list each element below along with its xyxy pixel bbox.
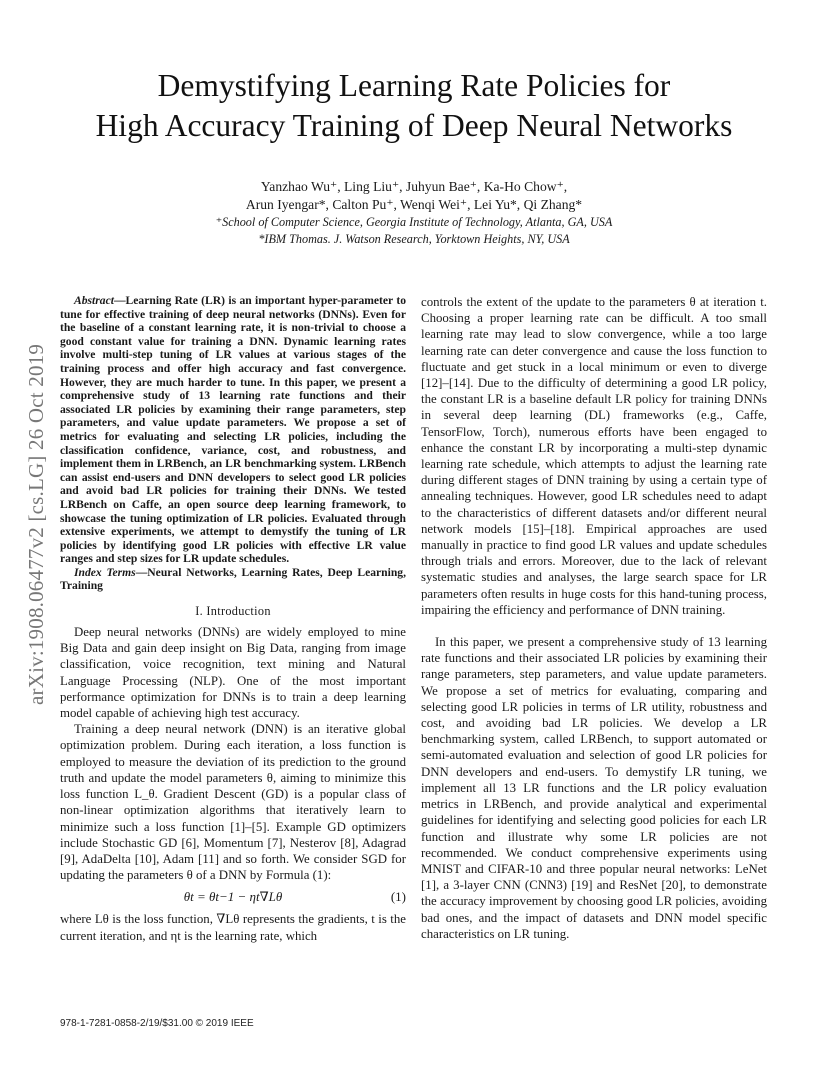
intro-paragraph-2: Training a deep neural network (DNN) is an iterative global optimization problem. During each iteration, a loss function is employed to measure the deviation of its prediction to the ground truth and update the model parameters θ, aiming to minimize this loss function L_θ. Gradient Descent (GD) is a popular class of non-linear optimization algorithms that iteratively learn to minimize such a loss function [1]–[5]. Example GD optimizers include Stochastic GD [6], Momentum [7], Nesterov [8], Adagrad [9], AdaDelta [10], Adam [11] and so forth. We consider SGD for updating the parameters θ of a DNN by Formula (1): <box>60 722 406 883</box>
paper-title <box>60 66 768 146</box>
copyright-footer: 978-1-7281-0858-2/19/$31.00 © 2019 IEEE <box>60 1018 254 1029</box>
abstract <box>60 294 406 566</box>
author-block <box>60 178 768 248</box>
index-terms-text: —Neural Networks, Learning Rates, Deep Learning, Training <box>60 565 406 593</box>
right-paragraph-2: In this paper, we present a comprehensive study of 13 learning rate functions and their associated LR policies by examining their range parameters, step parameters, and value update parameters. We propose a set of metrics for evaluating, comparing and selecting good LR policies in terms of LR utility, robustness and cost, and avoiding bad LR policies. We develop a LR benchmarking system, called LRBench, to support automated or semi-automated evaluation and selection of good LR policies for DNN developers and end-users. To demystify LR tuning, we implement all 13 LR functions and the LR policy evaluation metrics in LRBench, and provide analytical and experimental guidelines for identifying and selecting good policies for each LR function and illustrate why some LR policies are not recommended. We conduct comprehensive experiments using MNIST and CIFAR-10 and three popular neural networks: LeNet [1], a 3-layer CNN (CNN3) [19] and ResNet [20], to demonstrate the accuracy improvement by choosing good LR policies, avoiding bad ones, and the impact of datasets and DNN model specific characteristics on LR tuning. <box>421 635 767 941</box>
title-line-2: High Accuracy Training of Deep Neural Networks <box>95 108 733 143</box>
left-column <box>60 294 406 944</box>
title-line-1: Demystifying Learning Rate Policies for <box>157 68 671 103</box>
authors-line-2: Arun Iyengar*, Calton Pu⁺, Wenqi Wei⁺, Lei Yu*, Qi Zhang* <box>245 197 583 212</box>
right-column <box>421 294 767 942</box>
intro-paragraph-1: Deep neural networks (DNNs) are widely employed to mine Big Data and gain deep insight on Big Data, ranging from image classification, voice recognition, text mining and Natural Language Processing (NLP). One of the most important performance optimization for DNNs is to train a deep learning model capable of achieving high test accuracy. <box>60 625 406 721</box>
abstract-lead: Abstract <box>74 294 114 307</box>
equation-text: θt = θt−1 − ηt∇Lθ <box>183 889 283 905</box>
affiliation-2: *IBM Thomas. J. Watson Research, Yorktown Heights, NY, USA <box>258 232 570 246</box>
section-heading: I. Introduction <box>195 604 271 619</box>
affiliation-1: ⁺School of Computer Science, Georgia Institute of Technology, Atlanta, GA, USA <box>215 215 613 229</box>
equation-1 <box>60 887 406 907</box>
equation-number: (1) <box>390 889 406 905</box>
index-terms-lead: Index Terms <box>74 565 136 579</box>
authors-line-1: Yanzhao Wu⁺, Ling Liu⁺, Juhyun Bae⁺, Ka-Ho Chow⁺, <box>260 179 568 194</box>
index-terms <box>60 566 406 593</box>
right-paragraph-1: controls the extent of the update to the parameters θ at iteration t. Choosing a proper learning rate can be difficult. A too small learning rate may lead to slow convergence, while a too large learning rate can deter convergence and cause the loss function to fluctuate and get stuck in a local minimum or even to diverge [12]–[14]. Due to the difficulty of determining a good LR policy, the constant LR is a baseline default LR policy for training DNNs in several deep learning (DL) frameworks (e.g., Caffe, TensorFlow, Torch), numerous efforts have been engaged to enhance the constant LR by incorporating a multi-step dynamic learning rate schedule, which attempts to adjust the learning rate during different stages of DNN training by using a certain type of annealing techniques. However, good LR schedules need to adapt to the characteristics of different datasets and/or different neural network models [15]–[18]. Empirical approaches are used manually in practice to find good LR values and update schedules through trials and errors. Moreover, due to the lack of relevant systematic studies and analyses, the large search space for LR parameters often results in huge costs for this hand-tuning process, impairing the efficiency and performance of DNN training. <box>421 295 767 617</box>
arxiv-identifier: arXiv:1908.06477v2 [cs.LG] 26 Oct 2019 <box>24 343 48 705</box>
abstract-text: —Learning Rate (LR) is an important hyper-parameter to tune for effective training of deep neural networks (DNNs). Even for the baseline of a constant learning rate, it is non-trivial to choose a good constant value for training a DNN. Dynamic learning rates involve multi-step tuning of LR values at various stages of the training process and offer high accuracy and fast convergence. However, they are much harder to tune. In this paper, we present a comprehensive study of 13 learning rate functions and their associated LR policies by examining their range parameters, step parameters, and value update parameters. We propose a set of metrics for evaluating and selecting LR policies, including the classification confidence, variance, cost, and robustness, and implement them in LRBench, an LR benchmarking system. LRBench can assist end-users and DNN developers to select good LR policies and avoid bad LR policies for training their DNNs. We tested LRBench on Caffe, an open source deep learning framework, to showcase the tuning optimization of LR policies. Evaluated through extensive experiments, we attempt to demystify the tuning of LR policies by identifying good LR policies with effective LR value ranges and step sizes for LR update schedules. <box>60 294 406 566</box>
intro-paragraph-3: where Lθ is the loss function, ∇Lθ represents the gradients, t is the current iteration, and ηt is the learning rate, which <box>60 912 406 943</box>
